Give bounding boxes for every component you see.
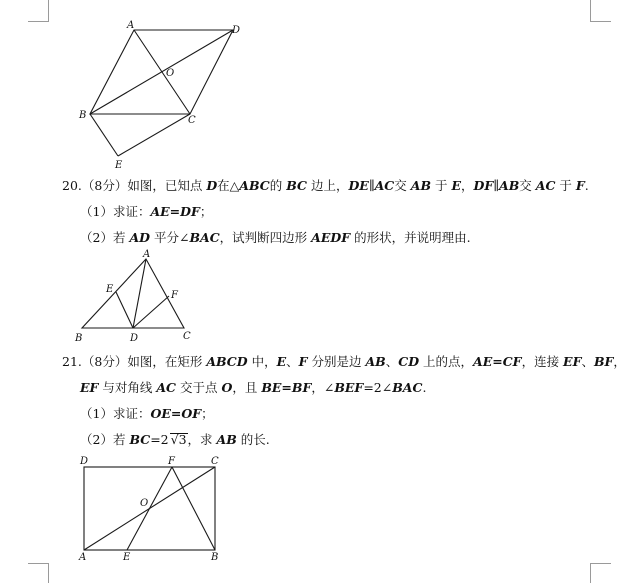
- crop-mark-bottom-left: [48, 563, 49, 583]
- segment-DE: [116, 292, 133, 328]
- crop-mark-top-right: [590, 0, 591, 22]
- segment-BF: [172, 467, 215, 550]
- label-O: O: [166, 68, 175, 79]
- crop-mark-bottom-left-h: [28, 563, 49, 564]
- label-A: A: [79, 552, 87, 563]
- label-C: C: [183, 331, 191, 342]
- label-D: D: [232, 25, 241, 36]
- label-B: B: [211, 552, 219, 563]
- label-E: E: [115, 160, 123, 171]
- label-C: C: [188, 115, 196, 126]
- label-O: O: [140, 498, 149, 509]
- label-E: E: [123, 552, 131, 563]
- segment-EF: [127, 467, 172, 550]
- label-D: D: [80, 456, 89, 467]
- q20-stem: 20.（8分）如图，已知点 D在△ABC的 BC 边上，DE∥AC交 AB 于 E，DF∥AB交 AC 于 F.: [62, 178, 589, 193]
- crop-mark-top-left-h: [28, 21, 49, 22]
- crop-mark-top-left: [48, 0, 49, 22]
- label-B: B: [79, 110, 87, 121]
- figure-parallelogram: [70, 16, 250, 174]
- q21-stem-line1: 21.（8分）如图，在矩形 ABCD 中，E、F 分别是边 AB、CD 上的点，AE=CF，连接 EF、BF，: [62, 354, 626, 369]
- label-B: B: [75, 333, 83, 344]
- label-C: C: [211, 456, 219, 467]
- segment-CE: [118, 114, 190, 156]
- q21-part2: （2）若 BC=2 √3，求 AB 的长.: [80, 432, 270, 447]
- crop-mark-top-right-h: [590, 21, 611, 22]
- segment-BE: [90, 114, 118, 156]
- q21-part1: （1）求证：OE=OF；: [80, 406, 214, 421]
- label-F: F: [168, 456, 175, 467]
- label-D: D: [130, 333, 139, 344]
- label-A: A: [127, 20, 135, 31]
- q21-stem-line2: EF 与对角线 AC 交于点 O，且 BE=BF，∠BEF=2∠BAC.: [80, 380, 427, 395]
- sqrt-radical: √3: [170, 432, 187, 447]
- figure-triangle: [70, 248, 200, 346]
- crop-mark-bottom-right: [590, 563, 591, 583]
- q20-part2: （2）若 AD 平分∠BAC，试判断四边形 AEDF 的形状，并说明理由.: [80, 230, 471, 245]
- crop-mark-bottom-right-h: [590, 563, 611, 564]
- label-A: A: [143, 249, 151, 260]
- figure-rectangle: [70, 452, 230, 564]
- triangle-ABC: [82, 259, 184, 328]
- label-E: E: [106, 284, 114, 295]
- q20-part1: （1）求证：AE=DF；: [80, 204, 213, 219]
- label-F: F: [171, 290, 178, 301]
